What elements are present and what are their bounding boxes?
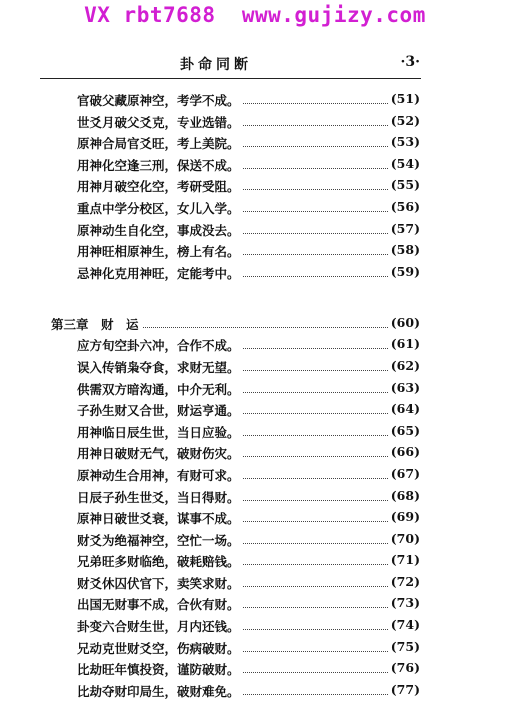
entry-title: 用神化空逢三刑，保送不成。 — [77, 156, 243, 174]
entry-page-ref: (52) — [388, 113, 420, 128]
chapter-page-ref: (60) — [388, 315, 420, 330]
toc-entry[interactable] — [0, 614, 510, 636]
entry-title: 用神日破财无气，破财伤灾。 — [77, 444, 243, 462]
entry-page-ref: (53) — [388, 134, 420, 149]
toc-entry[interactable] — [0, 679, 510, 701]
section-gap — [0, 282, 510, 309]
entry-title: 原神动生合用神，有财可求。 — [77, 466, 243, 484]
toc-entry[interactable] — [0, 153, 510, 175]
entry-title: 用神旺相原神生，榜上有名。 — [77, 242, 243, 260]
entry-title: 兄弟旺多财临绝，破耗赔钱。 — [77, 552, 243, 570]
entry-title: 原神日破世爻衰，谋事不成。 — [77, 509, 243, 527]
entry-title: 卦变六合财生世，月内还钱。 — [77, 617, 243, 635]
entry-page-ref: (65) — [388, 423, 420, 438]
chapter-title: 第三章 财 运 — [51, 315, 142, 333]
entry-title: 比劫夺财印局生，破财难免。 — [77, 682, 243, 700]
toc-entry[interactable] — [0, 485, 510, 507]
entry-title: 原神动生自化空，事成没去。 — [77, 221, 243, 239]
entry-title: 比劫旺年慎投资，谨防破财。 — [77, 660, 243, 678]
toc-entry[interactable] — [0, 377, 510, 399]
table-of-contents — [0, 88, 510, 700]
watermark-text: VX rbt7688 www.gujizy.com — [84, 3, 426, 27]
toc-entry[interactable] — [0, 239, 510, 261]
toc-entry[interactable] — [0, 196, 510, 218]
entry-page-ref: (63) — [388, 380, 420, 395]
toc-entry[interactable] — [0, 657, 510, 679]
toc-section-wealth — [0, 333, 510, 700]
entry-page-ref: (67) — [388, 466, 420, 481]
toc-entry[interactable] — [0, 333, 510, 355]
entry-page-ref: (56) — [388, 199, 420, 214]
toc-entry[interactable] — [0, 174, 510, 196]
toc-entry[interactable] — [0, 218, 510, 240]
toc-entry[interactable] — [0, 549, 510, 571]
entry-title: 重点中学分校区，女儿入学。 — [77, 199, 243, 217]
toc-entry[interactable] — [0, 88, 510, 110]
running-title: 卦命同断 — [180, 57, 252, 73]
entry-title: 财爻为绝福神空，空忙一场。 — [77, 531, 243, 549]
page-header — [40, 54, 420, 74]
entry-page-ref: (51) — [388, 91, 420, 106]
entry-title: 供需双方暗沟通，中介无利。 — [77, 380, 243, 398]
entry-page-ref: (69) — [388, 509, 420, 524]
entry-title: 用神临日辰生世，当日应验。 — [77, 423, 243, 441]
entry-title: 世爻月破父爻克，专业选错。 — [77, 113, 243, 131]
entry-page-ref: (62) — [388, 358, 420, 373]
page-number: ·3· — [400, 54, 420, 70]
entry-page-ref: (77) — [388, 682, 420, 697]
entry-title: 官破父藏原神空，考学不成。 — [77, 91, 243, 109]
toc-section-exam — [0, 88, 510, 282]
entry-page-ref: (68) — [388, 488, 420, 503]
entry-page-ref: (70) — [388, 531, 420, 546]
entry-title: 忌神化克用神旺，定能考中。 — [77, 264, 243, 282]
entry-title: 用神月破空化空，考研受阻。 — [77, 177, 243, 195]
entry-title: 日辰子孙生世爻，当日得财。 — [77, 488, 243, 506]
entry-page-ref: (59) — [388, 264, 420, 279]
entry-page-ref: (72) — [388, 574, 420, 589]
toc-entry[interactable] — [0, 110, 510, 132]
toc-entry[interactable] — [0, 398, 510, 420]
toc-entry[interactable] — [0, 131, 510, 153]
entry-title: 财爻休囚伏官下，卖笑求财。 — [77, 574, 243, 592]
entry-page-ref: (66) — [388, 444, 420, 459]
entry-page-ref: (73) — [388, 595, 420, 610]
toc-entry[interactable] — [0, 261, 510, 283]
entry-page-ref: (71) — [388, 552, 420, 567]
toc-entry[interactable] — [0, 355, 510, 377]
entry-page-ref: (58) — [388, 242, 420, 257]
entry-title: 原神合局官爻旺，考上美院。 — [77, 134, 243, 152]
entry-page-ref: (76) — [388, 660, 420, 675]
entry-page-ref: (64) — [388, 401, 420, 416]
entry-page-ref: (54) — [388, 156, 420, 171]
entry-title: 出国无财事不成，合伙有财。 — [77, 595, 243, 613]
entry-title: 子孙生财又合世，财运亨通。 — [77, 401, 243, 419]
header-rule — [40, 78, 421, 79]
entry-page-ref: (55) — [388, 177, 420, 192]
toc-entry[interactable] — [0, 636, 510, 658]
entry-title: 应方旬空卦六冲，合作不成。 — [77, 336, 243, 354]
entry-page-ref: (57) — [388, 221, 420, 236]
toc-chapter-heading[interactable] — [0, 312, 510, 333]
toc-entry[interactable] — [0, 506, 510, 528]
toc-entry[interactable] — [0, 463, 510, 485]
entry-page-ref: (61) — [388, 336, 420, 351]
entry-page-ref: (75) — [388, 639, 420, 654]
entry-title: 兄动克世财爻空，伤病破财。 — [77, 639, 243, 657]
toc-entry[interactable] — [0, 441, 510, 463]
toc-entry[interactable] — [0, 528, 510, 550]
toc-entry[interactable] — [0, 592, 510, 614]
toc-entry[interactable] — [0, 571, 510, 593]
entry-title: 误入传销枭夺食，求财无望。 — [77, 358, 243, 376]
entry-page-ref: (74) — [388, 617, 420, 632]
toc-entry[interactable] — [0, 420, 510, 442]
